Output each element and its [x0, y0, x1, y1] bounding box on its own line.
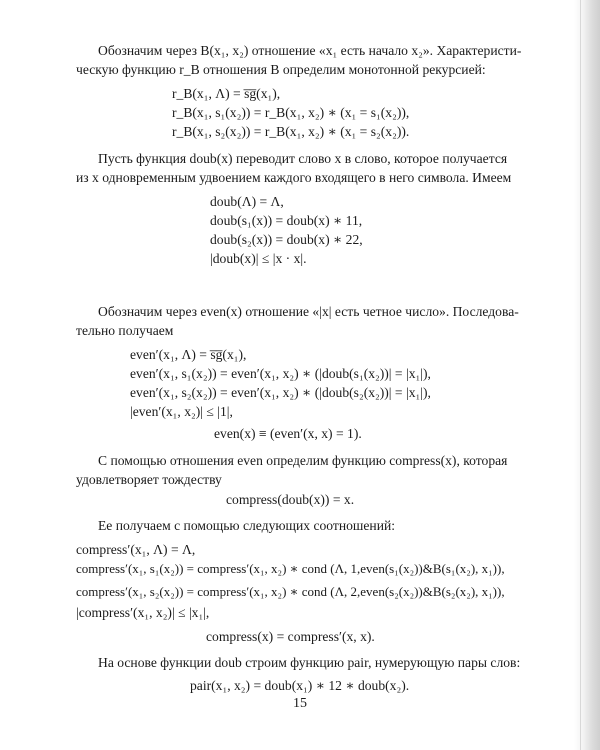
paragraph-line: тельно получаем: [76, 323, 174, 338]
paragraph-line: из x одновременным удвоением каждого входящего в него символа. Имеем: [76, 170, 512, 185]
equation-line: even′(x₁, s₂(x₂)) = even′(x₁, x₂) ∗ (|doub(s₂(x₂))| = |x₁|),: [130, 385, 431, 400]
paragraph-line: удовлетворяет тождеству: [76, 472, 222, 487]
scan-page-edge: [574, 0, 600, 750]
equation-line: compress′(x₁, Λ) = Λ,: [76, 542, 196, 557]
page-number: 15: [293, 696, 307, 711]
equation-line: compress(x) = compress′(x, x).: [206, 629, 375, 644]
paragraph-line: Пусть функция doub(x) переводит слово x в слово, которое получается: [98, 151, 508, 166]
equation-line: |doub(x)| ≤ |x · x|.: [210, 251, 307, 266]
scan-margin-line: [580, 0, 581, 750]
equation-line: |compress′(x₁, x₂)| ≤ |x₁|,: [76, 605, 210, 620]
equation-line: pair(x₁, x₂) = doub(x₁) ∗ 12 ∗ doub(x₂).: [190, 678, 410, 693]
equation-line: r_B(x₁, Λ) = s̅g̅(x₁),: [172, 86, 281, 101]
equation-line: doub(s₁(x)) = doub(x) ∗ 11,: [210, 213, 363, 228]
equation-line: r_B(x₁, s₂(x₂)) = r_B(x₁, x₂) ∗ (x₁ = s₂(x₂)).: [172, 124, 410, 139]
equation-line: doub(Λ) = Λ,: [210, 194, 284, 209]
paragraph-line: С помощью отношения even определим функцию compress(x), которая: [98, 453, 508, 468]
equation-line: compress′(x₁, s₂(x₂)) = compress′(x₁, x₂) ∗ cond (Λ, 2,even(s₂(x₂))&B(s₂(x₂), x₁)),: [76, 584, 505, 599]
equation-line: even′(x₁, Λ) = s̅g̅(x₁),: [130, 347, 247, 362]
paragraph-line: Обозначим через B(x₁, x₂) отношение «x₁ есть начало x₂». Характеристи-: [98, 43, 522, 58]
equation-line: compress(doub(x)) = x.: [226, 492, 355, 507]
paragraph-line: На основе функции doub строим функцию pair, нумерующую пары слов:: [98, 655, 521, 670]
equation-line: r_B(x₁, s₁(x₂)) = r_B(x₁, x₂) ∗ (x₁ = s₁(x₂)),: [172, 105, 410, 120]
equation-line: compress′(x₁, s₁(x₂)) = compress′(x₁, x₂) ∗ cond (Λ, 1,even(s₁(x₂))&B(s₁(x₂), x₁)),: [76, 561, 505, 576]
paragraph-line: Обозначим через even(x) отношение «|x| есть четное число». Последова-: [98, 304, 519, 319]
equation-line: even(x) ≡ (even′(x, x) = 1).: [214, 426, 362, 441]
paragraph-line: Ее получаем с помощью следующих соотношений:: [98, 518, 396, 533]
equation-line: doub(s₂(x)) = doub(x) ∗ 22,: [210, 232, 363, 247]
equation-line: even′(x₁, s₁(x₂)) = even′(x₁, x₂) ∗ (|doub(s₁(x₂))| = |x₁|),: [130, 366, 431, 381]
paragraph-line: ческую функцию r_B отношения B определим монотонной рекурсией:: [76, 62, 486, 77]
equation-line: |even′(x₁, x₂)| ≤ |1|,: [130, 404, 233, 419]
